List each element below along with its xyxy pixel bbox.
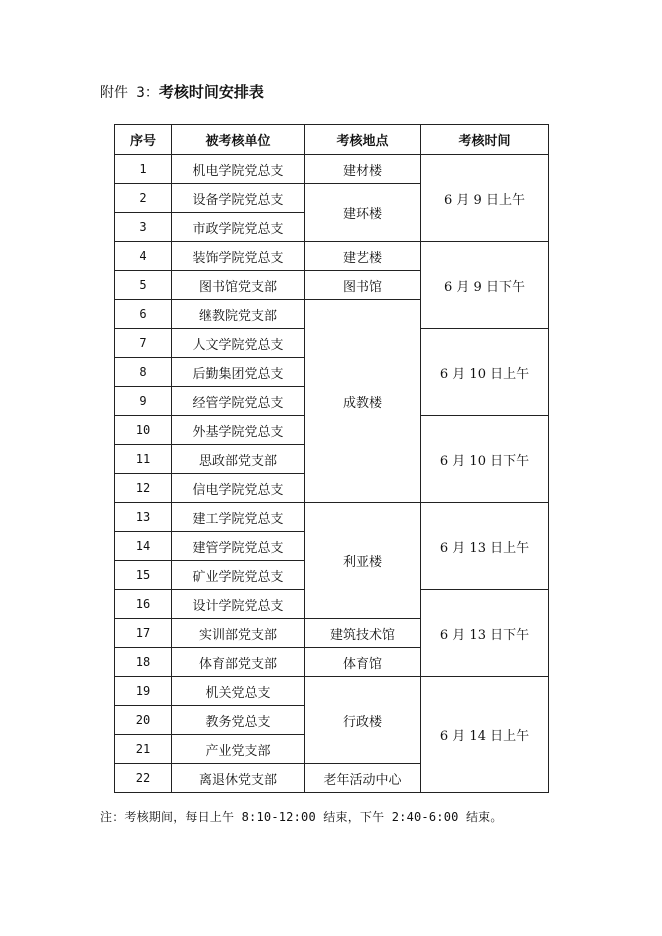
row-number: 9 <box>115 387 172 416</box>
location-cell: 利亚楼 <box>305 503 421 619</box>
column-header-time: 考核时间 <box>421 125 549 155</box>
table-row <box>115 677 549 706</box>
table-row <box>115 155 549 184</box>
schedule-table <box>114 124 549 793</box>
unit-cell: 继教院党支部 <box>172 300 305 329</box>
attachment-prefix: 附件 3： <box>100 85 159 101</box>
unit-cell: 体育部党支部 <box>172 648 305 677</box>
unit-cell: 产业党支部 <box>172 735 305 764</box>
unit-cell: 建管学院党总支 <box>172 532 305 561</box>
location-cell: 成教楼 <box>305 300 421 503</box>
unit-cell: 机关党总支 <box>172 677 305 706</box>
row-number: 1 <box>115 155 172 184</box>
row-number: 19 <box>115 677 172 706</box>
unit-cell: 思政部党支部 <box>172 445 305 474</box>
time-cell: 6 月 10 日下午 <box>421 416 549 503</box>
row-number: 16 <box>115 590 172 619</box>
unit-cell: 机电学院党总支 <box>172 155 305 184</box>
location-cell: 建环楼 <box>305 184 421 242</box>
time-cell: 6 月 9 日上午 <box>421 155 549 242</box>
row-number: 7 <box>115 329 172 358</box>
row-number: 20 <box>115 706 172 735</box>
time-cell: 6 月 13 日下午 <box>421 590 549 677</box>
time-cell: 6 月 10 日上午 <box>421 329 549 416</box>
table-header-row <box>115 125 549 155</box>
row-number: 21 <box>115 735 172 764</box>
row-number: 17 <box>115 619 172 648</box>
location-cell: 老年活动中心 <box>305 764 421 793</box>
unit-cell: 建工学院党总支 <box>172 503 305 532</box>
location-cell: 体育馆 <box>305 648 421 677</box>
unit-cell: 市政学院党总支 <box>172 213 305 242</box>
unit-cell: 实训部党支部 <box>172 619 305 648</box>
table-row <box>115 242 549 271</box>
row-number: 22 <box>115 764 172 793</box>
unit-cell: 外基学院党总支 <box>172 416 305 445</box>
location-cell: 图书馆 <box>305 271 421 300</box>
column-header-unit: 被考核单位 <box>172 125 305 155</box>
location-cell: 建艺楼 <box>305 242 421 271</box>
time-cell: 6 月 9 日下午 <box>421 242 549 329</box>
time-cell: 6 月 13 日上午 <box>421 503 549 590</box>
table-row <box>115 503 549 532</box>
row-number: 3 <box>115 213 172 242</box>
document-heading <box>100 82 264 103</box>
column-header-seq: 序号 <box>115 125 172 155</box>
unit-cell: 矿业学院党总支 <box>172 561 305 590</box>
column-header-location: 考核地点 <box>305 125 421 155</box>
unit-cell: 设备学院党总支 <box>172 184 305 213</box>
row-number: 5 <box>115 271 172 300</box>
unit-cell: 经管学院党总支 <box>172 387 305 416</box>
row-number: 2 <box>115 184 172 213</box>
location-cell: 行政楼 <box>305 677 421 764</box>
unit-cell: 信电学院党总支 <box>172 474 305 503</box>
location-cell: 建材楼 <box>305 155 421 184</box>
row-number: 12 <box>115 474 172 503</box>
footnote: 注：考核期间，每日上午 8:10-12:00 结束，下午 2:40-6:00 结束。 <box>100 810 503 824</box>
unit-cell: 装饰学院党总支 <box>172 242 305 271</box>
unit-cell: 后勤集团党总支 <box>172 358 305 387</box>
unit-cell: 离退休党支部 <box>172 764 305 793</box>
row-number: 14 <box>115 532 172 561</box>
unit-cell: 教务党总支 <box>172 706 305 735</box>
row-number: 10 <box>115 416 172 445</box>
row-number: 6 <box>115 300 172 329</box>
page-title: 考核时间安排表 <box>158 83 264 101</box>
row-number: 4 <box>115 242 172 271</box>
unit-cell: 人文学院党总支 <box>172 329 305 358</box>
row-number: 18 <box>115 648 172 677</box>
row-number: 15 <box>115 561 172 590</box>
location-cell: 建筑技术馆 <box>305 619 421 648</box>
row-number: 8 <box>115 358 172 387</box>
row-number: 11 <box>115 445 172 474</box>
time-cell: 6 月 14 日上午 <box>421 677 549 793</box>
row-number: 13 <box>115 503 172 532</box>
unit-cell: 设计学院党总支 <box>172 590 305 619</box>
unit-cell: 图书馆党支部 <box>172 271 305 300</box>
